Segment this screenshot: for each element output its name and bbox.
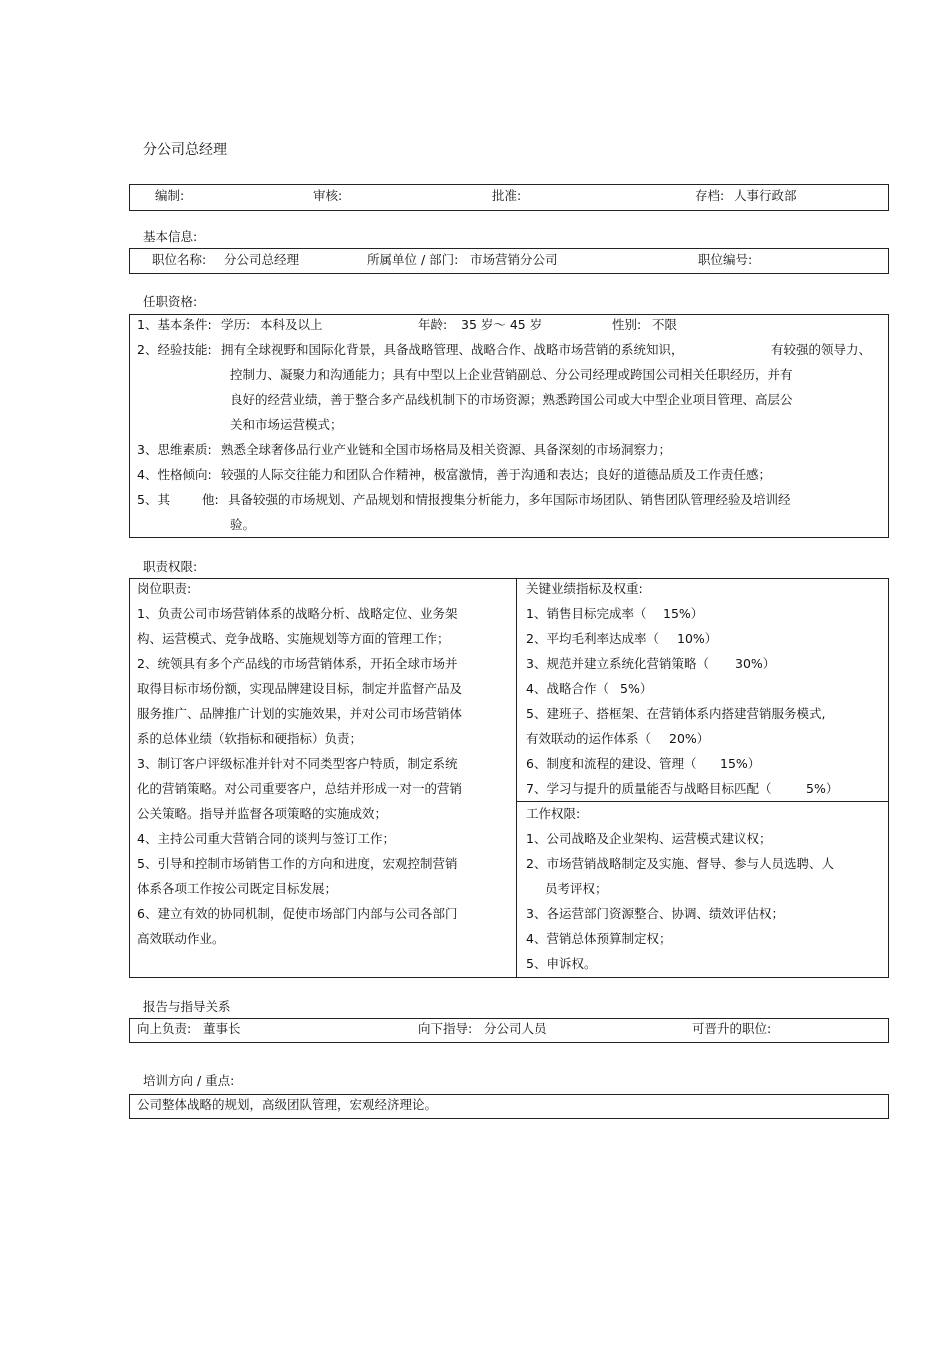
dept-label: 所属单位 / 部门: xyxy=(367,252,459,267)
review-label: 审核: xyxy=(313,188,343,203)
duty-line: 6、建立有效的协同机制，促使市场部门内部与公司各部门 xyxy=(137,906,458,921)
kpi-item: 5、建班子、搭框架、在营销体系内搭建营销服务模式, xyxy=(526,706,826,721)
age-label: 年龄: xyxy=(418,317,448,332)
archive-value: 人事行政部 xyxy=(734,188,797,203)
kpi-weight: 5%） xyxy=(806,781,839,796)
training-value: 公司整体战略的规划，高级团队管理，宏观经济理论。 xyxy=(137,1097,438,1112)
editor-label: 编制: xyxy=(155,188,185,203)
kpi-item: 3、规范并建立系统化营销策略（ xyxy=(526,656,709,671)
authority-header: 工作权限: xyxy=(526,806,581,821)
gender-value: 不限 xyxy=(652,317,678,332)
kpi-item: 1、销售目标完成率（ xyxy=(526,606,647,621)
duty-line: 取得目标市场份额，实现品牌建设目标，制定并监督产品及 xyxy=(137,681,463,696)
experience-line: 关和市场运营模式； xyxy=(230,417,343,432)
authority-item: 2、市场营销战略制定及实施、督导、参与人员选聘、人 xyxy=(526,856,834,871)
kpi-weight: 15%） xyxy=(720,756,761,771)
personality-value: 较强的人际交往能力和团队合作精神，极富激情，善于沟通和表达；良好的道德品质及工作责任感； xyxy=(221,467,772,482)
duty-line: 3、制订客户评级标准并针对不同类型客户特质，制定系统 xyxy=(137,756,458,771)
duties-column-divider xyxy=(516,578,517,978)
experience-line-tail: 有较强的领导力、 xyxy=(771,342,872,357)
page-title: 分公司总经理 xyxy=(143,142,227,158)
position-label: 职位名称: xyxy=(152,252,207,267)
duties-heading: 职责权限: xyxy=(143,559,198,574)
duty-line: 4、主持公司重大营销合同的谈判与签订工作； xyxy=(137,831,395,846)
duty-line: 服务推广、品牌推广计划的实施效果，并对公司市场营销体 xyxy=(137,706,463,721)
authority-item: 1、公司战略及企业架构、运营模式建议权； xyxy=(526,831,772,846)
thinking-value: 熟悉全球奢侈品行业产业链和全国市场格局及相关资源、具备深刻的市场洞察力； xyxy=(221,442,672,457)
approve-label: 批准: xyxy=(492,188,522,203)
dept-value: 市场营销分公司 xyxy=(470,252,558,267)
kpi-authority-divider xyxy=(516,801,889,802)
kpi-item: 6、制度和流程的建设、管理（ xyxy=(526,756,697,771)
duty-line: 公关策略。指导并监督各项策略的实施成效； xyxy=(137,806,388,821)
other-line: 具备较强的市场规划、产品规划和情报搜集分析能力，多年国际市场团队、销售团队管理经验及培训经 xyxy=(228,492,791,507)
experience-line: 控制力、凝聚力和沟通能力；具有中型以上企业营销副总、分公司经理或跨国公司相关任职经历，并有 xyxy=(230,367,793,382)
duty-line: 构、运营模式、竞争战略、实施规划等方面的管理工作； xyxy=(137,631,450,646)
duty-line: 系的总体业绩（软指标和硬指标）负责； xyxy=(137,731,363,746)
authority-item: 5、申诉权。 xyxy=(526,956,597,971)
kpi-item: 有效联动的运作体系（ xyxy=(526,731,652,746)
experience-line: 良好的经营业绩，善于整合多产品线机制下的市场资源；熟悉跨国公司或大中型企业项目管理、高层公 xyxy=(230,392,793,407)
authority-item: 3、各运营部门资源整合、协调、绩效评估权； xyxy=(526,906,784,921)
kpi-weight: 15%） xyxy=(663,606,704,621)
qualifications-heading: 任职资格: xyxy=(143,294,198,309)
kpi-weight: 30%） xyxy=(735,656,776,671)
archive-label: 存档: xyxy=(695,188,725,203)
basic-conditions-label: 1、基本条件: xyxy=(137,317,212,332)
kpi-weight: 20%） xyxy=(669,731,710,746)
age-value: 35 岁～ 45 岁 xyxy=(461,317,543,332)
authority-item: 员考评权； xyxy=(545,881,608,896)
basic-info-heading: 基本信息: xyxy=(143,229,198,244)
personality-label: 4、性格倾向: xyxy=(137,467,212,482)
education-label: 学历: xyxy=(221,317,251,332)
duty-line: 体系各项工作按公司既定目标发展； xyxy=(137,881,338,896)
other-line: 验。 xyxy=(230,517,256,532)
report-up-value: 董事长 xyxy=(203,1021,241,1036)
kpi-item: 4、战略合作（ xyxy=(526,681,609,696)
kpi-header: 关键业绩指标及权重: xyxy=(526,581,643,596)
kpi-weight: 10%） xyxy=(677,631,718,646)
experience-label: 2、经验技能: xyxy=(137,342,212,357)
duty-line: 2、统领具有多个产品线的市场营销体系，开拓全球市场并 xyxy=(137,656,458,671)
experience-line: 拥有全球视野和国际化背景，具备战略管理、战略合作、战略市场营销的系统知识， xyxy=(221,342,684,357)
position-code-label: 职位编号: xyxy=(698,252,753,267)
kpi-item: 7、学习与提升的质量能否与战略目标匹配（ xyxy=(526,781,772,796)
report-up-label: 向上负责: xyxy=(137,1021,192,1036)
other-label-b: 他: xyxy=(202,492,219,507)
kpi-weight: 5%） xyxy=(620,681,653,696)
education-value: 本科及以上 xyxy=(260,317,323,332)
authority-item: 4、营销总体预算制定权； xyxy=(526,931,672,946)
position-value: 分公司总经理 xyxy=(224,252,300,267)
duty-line: 1、负责公司市场营销体系的战略分析、战略定位、业务架 xyxy=(137,606,458,621)
job-duties-header: 岗位职责: xyxy=(137,581,192,596)
promotion-label: 可晋升的职位: xyxy=(692,1021,772,1036)
kpi-item: 2、平均毛利率达成率（ xyxy=(526,631,659,646)
thinking-label: 3、思维素质: xyxy=(137,442,212,457)
duty-line: 高效联动作业。 xyxy=(137,931,225,946)
guide-down-value: 分公司人员 xyxy=(484,1021,547,1036)
gender-label: 性别: xyxy=(612,317,642,332)
training-heading: 培训方向 / 重点: xyxy=(143,1073,235,1088)
duty-line: 化的营销策略。对公司重要客户，总结并形成一对一的营销 xyxy=(137,781,463,796)
other-label-a: 5、其 xyxy=(137,492,170,507)
reporting-heading: 报告与指导关系 xyxy=(143,999,231,1014)
duty-line: 5、引导和控制市场销售工作的方向和进度，宏观控制营销 xyxy=(137,856,458,871)
guide-down-label: 向下指导: xyxy=(418,1021,473,1036)
